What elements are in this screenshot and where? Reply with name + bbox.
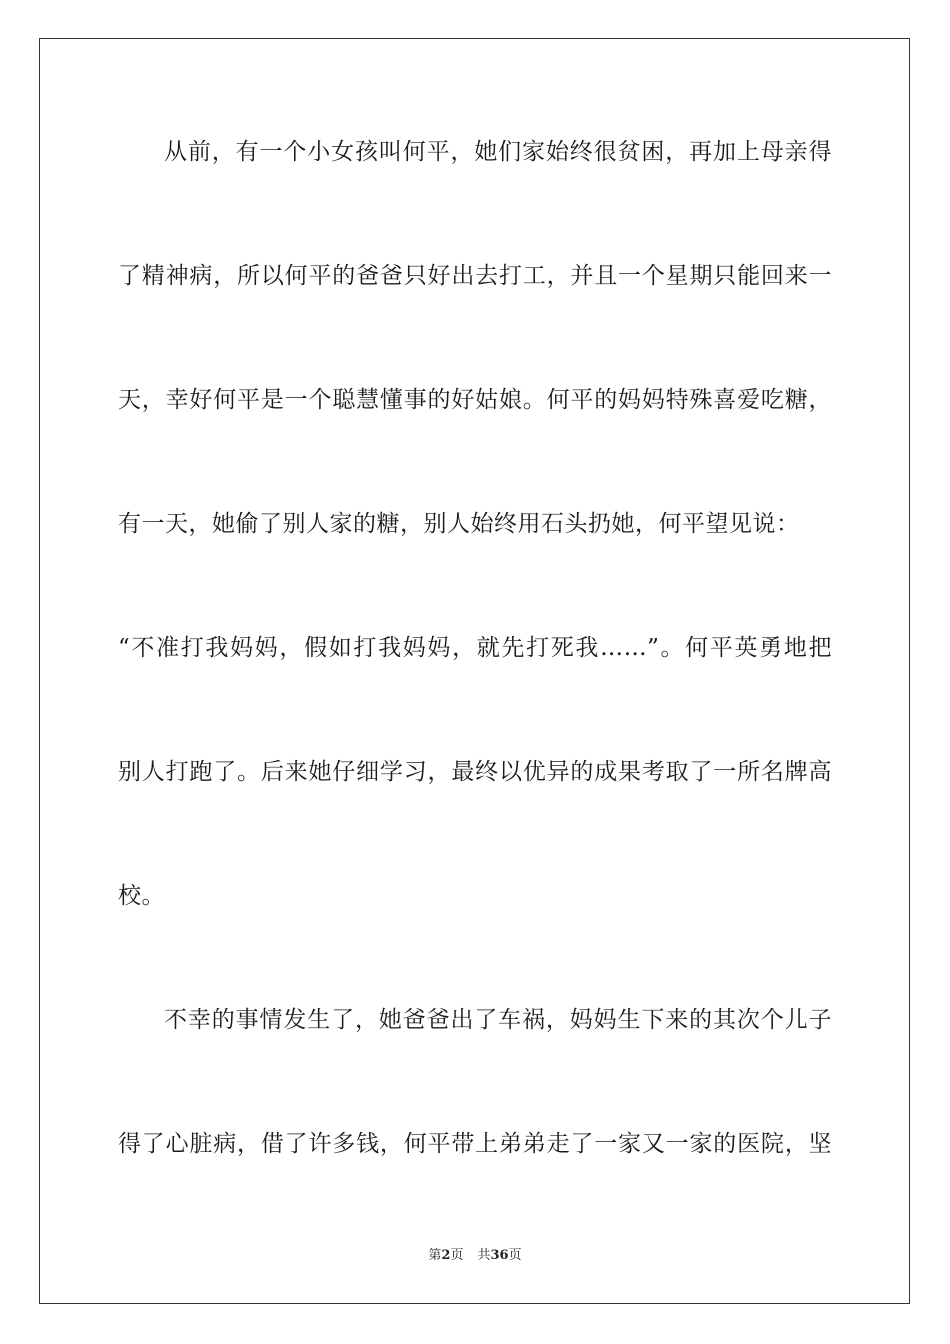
page-border: [39, 38, 910, 1304]
text-line: 得了心脏病，借了许多钱，何平带上弟弟走了一家又一家的医院，坚: [118, 1131, 832, 1157]
page-number: 2: [441, 1248, 451, 1263]
text-line: 校。: [118, 883, 165, 909]
text-line: 了精神病，所以何平的爸爸只好出去打工，并且一个星期只能回来一: [118, 263, 832, 289]
text-line: 不幸的事情发生了，她爸爸出了车祸，妈妈生下来的其次个儿子: [164, 1007, 832, 1033]
text-line: 有一天，她偷了别人家的糖，别人始终用石头扔她，何平望见说：: [118, 511, 800, 537]
total-pages: 36: [490, 1248, 509, 1263]
page-suffix: 页: [450, 1248, 464, 1263]
total-suffix: 页: [508, 1248, 522, 1263]
text-line: 天，幸好何平是一个聪慧懂事的好姑娘。何平的妈妈特殊喜爱吃糖，: [118, 387, 832, 413]
text-line: “不准打我妈妈，假如打我妈妈，就先打死我……”。何平英勇地把: [118, 635, 832, 661]
page-prefix: 第: [428, 1248, 442, 1263]
page-footer: [0, 1247, 950, 1265]
total-prefix: 共: [477, 1248, 491, 1263]
text-line: 从前，有一个小女孩叫何平，她们家始终很贫困，再加上母亲得: [164, 139, 832, 165]
text-line: 别人打跑了。后来她仔细学习，最终以优异的成果考取了一所名牌高: [118, 759, 832, 785]
